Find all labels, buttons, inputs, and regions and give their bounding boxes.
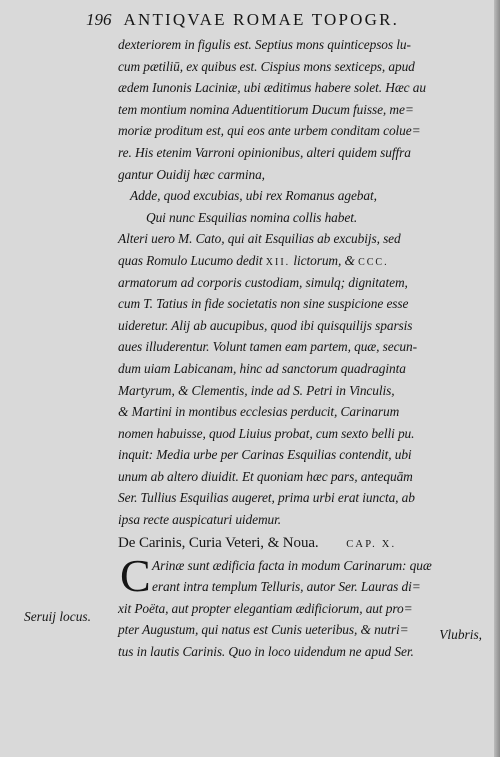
section-body [118,549,490,663]
text-line: pter Augustum, qui natus est Cunis ueteribus, & nutri= [118,622,409,638]
drop-cap: C [120,549,151,601]
roman-numeral: CCC. [358,256,389,268]
text-line: erant intra templum Telluris, autor Ser. Lauras di= [152,579,421,595]
page-header [86,10,486,30]
text-line: xit Poëta, aut propter elegantiam ædificiorum, aut pro= [118,600,413,616]
text-line: uideretur. Alij ab aucupibus, quod ibi quisquilijs sparsis [118,317,413,333]
section-title: De Carinis, Curia Veteri, & Noua. [118,534,319,551]
page-edge-shadow [494,0,500,757]
verse-line: Adde, quod excubias, ubi rex Romanus agebat, [130,188,377,204]
text-line: unum ab altero diuidit. Et quoniam hæc pars, antequām [118,468,413,484]
body-text [118,34,490,663]
text-line: tus in lautis Carinis. Quo in loco uidendum ne apud Ser. [118,644,414,660]
text-line: dexteriorem in figulis est. Septius mons quinticepsos lu- [118,37,411,52]
marginal-note: Seruij locus. [24,609,91,624]
text-line: Ser. Tullius Esquilias augeret, prima urbi erat iuncta, ab [118,490,415,506]
text-line: cum pætiliū, ex quibus est. Cispius mons sexticeps, apud [118,58,415,74]
text-line: ædem Iunonis Laciniæ, ubi æditimus habere solet. Hæc au [118,80,426,96]
catchword: Vlubris, [439,627,482,642]
text-line: re. His etenim Varroni opinionibus, alteri quidem suffra [118,144,411,160]
text-line: dum uiam Labicanam, hinc ad sanctorum quadraginta [118,360,406,376]
text-line: Alteri uero M. Cato, qui ait Esquilias ab excubijs, sed [118,231,401,247]
text-line: tem montium nomina Aduentitiorum Ducum fuisse, me= [118,101,414,117]
text-line: armatorum ad corporis custodiam, simulq; dignitatem, [118,274,408,290]
verse-line: Qui nunc Esquilias nomina collis habet. [146,209,358,225]
text-line: inquit: Media urbe per Carinas Esquilias contendit, ubi [118,447,412,463]
text-fragment: quas Romulo Lucumo dedit [118,252,263,268]
roman-numeral: XII. [265,256,291,268]
text-fragment: lictorum, & [293,252,355,268]
text-line: gantur Ouidij hæc carmina, [118,166,265,182]
text-line: ipsa recte auspicaturi uidemur. [118,512,282,528]
section-heading [118,533,490,555]
text-line: Arinæ sunt ædificia facta in modum Carinarum: quæ [152,557,432,573]
text-line: Martyrum, & Clementis, inde ad S. Petri in Vinculis, [118,382,395,398]
running-head: ANTIQVAE ROMAE TOPOGR. [123,10,400,29]
text-line: aues illuderentur. Volunt tamen eam partem, quæ, secun- [118,339,417,355]
text-line: moriæ proditum est, qui eos ante urbem conditam colue= [118,123,421,139]
text-line: nomen habuisse, quod Liuius probat, cum sexto belli pu. [118,425,415,441]
text-line: & Martini in montibus ecclesias perducit, Carinarum [118,404,400,420]
text-line [118,250,490,272]
text-line: cum T. Tatius in fide societatis non sine suspicione esse [118,296,409,312]
page-number: 196 [86,10,112,29]
chapter-label: CAP. X. [346,538,397,550]
